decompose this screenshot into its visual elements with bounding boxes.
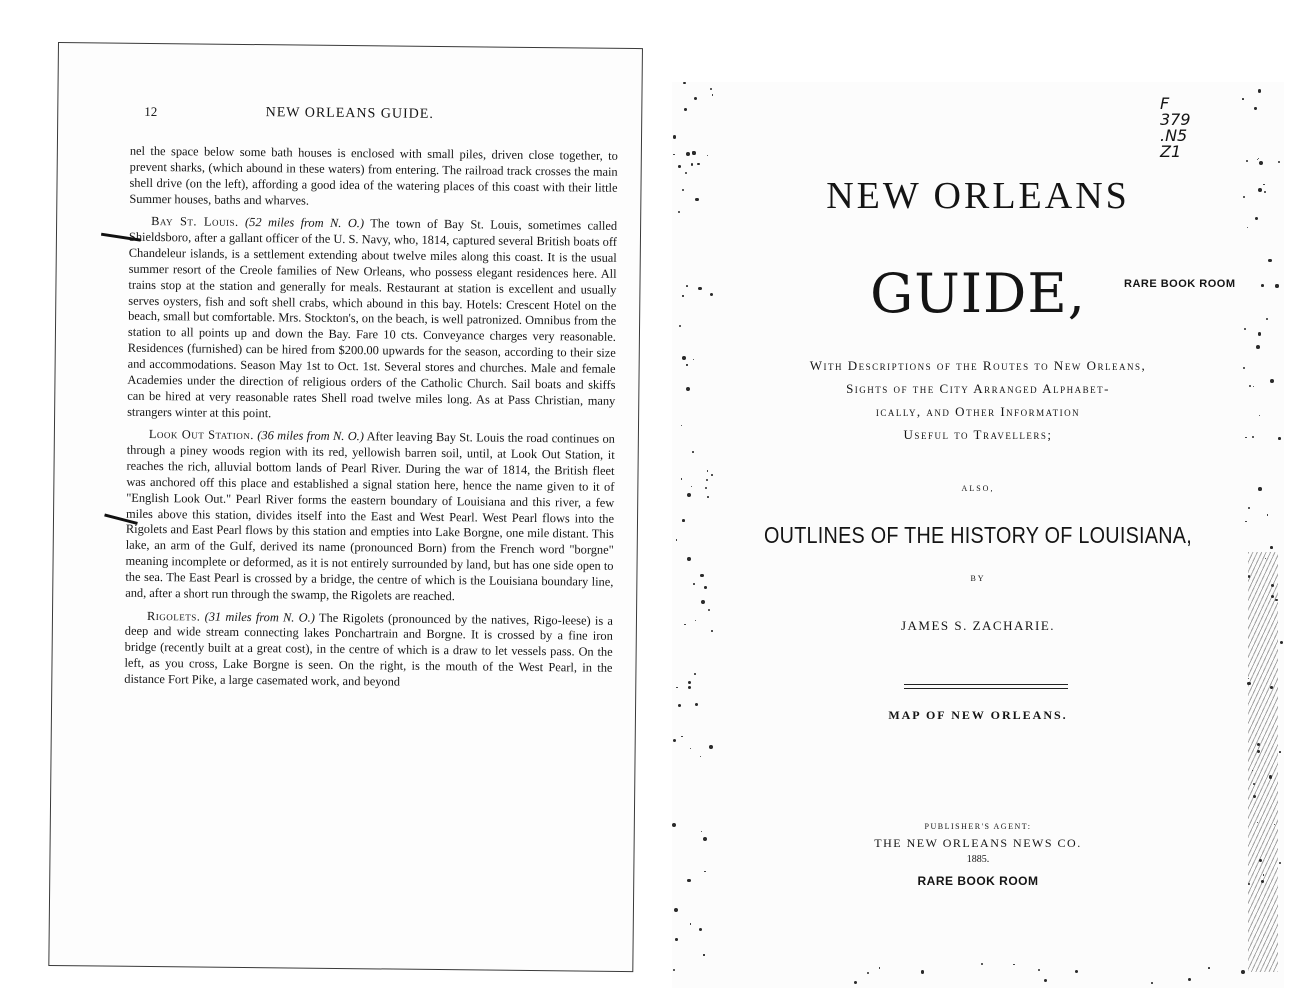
- speckle: [695, 198, 698, 201]
- speckle: [682, 519, 685, 522]
- description-line: Useful to Travellers;: [903, 427, 1053, 442]
- page-edge-texture: [1248, 552, 1278, 972]
- speckle: [1247, 682, 1250, 685]
- speckle: [688, 686, 691, 689]
- speckle: [879, 967, 881, 969]
- speckle: [1269, 775, 1273, 779]
- speckle: [690, 748, 691, 749]
- speckle: [1279, 751, 1281, 753]
- speckle: [673, 154, 674, 155]
- section-heading: Rigolets.: [146, 608, 201, 624]
- speckle: [1270, 379, 1274, 383]
- paragraph-bay-st-louis: [127, 214, 617, 425]
- speckle: [678, 704, 681, 707]
- speckle: [1279, 862, 1281, 864]
- speckle: [854, 981, 857, 984]
- speckle: [704, 586, 707, 589]
- speckle: [684, 624, 685, 625]
- speckle: [686, 152, 690, 156]
- title-line-2: GUIDE,: [870, 262, 1086, 325]
- speckle: [712, 94, 713, 95]
- speckle: [708, 609, 710, 611]
- description-line: With Descriptions of the Routes to New Orleans,: [809, 358, 1147, 373]
- speckle: [707, 470, 708, 471]
- speckle: [683, 82, 685, 84]
- speckle: [684, 108, 687, 111]
- speckle: [1280, 641, 1283, 644]
- speckle: [1257, 743, 1260, 746]
- description-line: ically, and Other Information: [875, 404, 1081, 419]
- speckle: [1257, 750, 1260, 753]
- author-name: JAMES S. ZACHARIE.: [900, 618, 1056, 633]
- paragraph-text: The Rigolets (pronounced by the natives, Rigo-leese) is a deep and wide stream connecting lakes Ponchartrain and Borgne. It is crossed by a fine iron bridge (recently built at a great cost), in the centre of which is a draw to let vessels pass. On the left, as you cross, Lake Borgne is seen. On the right, is the mouth of the West Pearl, in the distance Fort Pike, a large casemated work, and beyond: [124, 610, 614, 689]
- speckle: [1038, 969, 1040, 971]
- speckle: [672, 823, 676, 827]
- title-page: [672, 82, 1284, 988]
- speckle: [1270, 546, 1273, 549]
- speckle: [697, 163, 699, 165]
- body-text: [124, 144, 618, 700]
- speckle: [693, 583, 695, 585]
- speckle: [1248, 507, 1250, 509]
- speckle: [1261, 284, 1264, 287]
- speckle: [1188, 978, 1191, 981]
- speckle: [1075, 970, 1078, 973]
- outlines-heading: OUTLINES OF THE HISTORY OF LOUISIANA,: [764, 522, 1192, 548]
- speckle: [1264, 191, 1266, 193]
- speckle: [703, 954, 704, 955]
- speckle: [1258, 188, 1262, 192]
- speckle: [711, 474, 713, 476]
- speckle: [981, 963, 983, 965]
- speckle: [1013, 964, 1014, 965]
- speckle: [703, 837, 707, 841]
- paragraph-text: After leaving Bay St. Louis the road continues on through a piney woods region with its red, yellowish barren soil, until, at Look Out Station, it reaches the rich, alluvial bottom lands of Pearl River. During the war of 1814, the British fleet was anchored off this place and established a signal station here, hence the name given to it of "English Look Out." Pearl River forms the eastern boundary of Louisiana and this river, a few miles above this station, divides itself into the East and West Pearl. West Pearl flows into the Rigolets and East Pearl flows by this station and empties into Lake Borgne, one mile distant. This lake, an arm of the Gulf, derived its name (pronounced Born) from the French word "borgne" meaning incomplete or deformed, as it is not entirely surrounded by land, but has one side open to the sea. The East Pearl is crossed by a bridge, the centre of which is the Louisiana boundary line, and, after a short run through the swamp, the Rigolets are reached.: [125, 429, 615, 603]
- divider-rule-2: [904, 688, 1068, 690]
- distance-note: (31 miles from N. O.): [204, 609, 315, 625]
- paragraph-text: The town of Bay St. Louis, sometimes called Shieldsboro, after a gallant officer of the U. S. Navy, who, 1814, captured several British boats off Chandeleur islands, is a settlement extending about twelve miles along this coast. It is the usual summer resort of the Creole families of New Orleans, who possess elegant residences here. All trains stop at the station and generally for meals. Restaurant at station is excellent and usually serves oysters, fish and soft shell crabs, which abound in this bay. Hotels: Crescent Hotel on the beach, small but comfortable. Mrs. Stockton's, on the beach, is well patronized. Omnibus from the station to all points up and down the Bay. Fare 10 cts. Conveyance charges very reasonable. Residences (furnished) can be hired from $200.00 upwards for the season, according to their size and accommodations. Season May 1st to Oct. 1st. Several stores and churches. Male and female Academies under the direction of religious orders of the Catholic Church. Sail boats and skiffs can be hired at very reasonable rates Shell road twelve miles long. As at Pass Christian, many strangers winter at this point.: [127, 216, 618, 420]
- speckle: [682, 295, 683, 296]
- speckle: [673, 135, 676, 138]
- speckle: [700, 574, 703, 577]
- speckle: [699, 928, 703, 932]
- speckle: [1241, 970, 1245, 974]
- speckle: [1247, 227, 1248, 228]
- speckle: [687, 879, 690, 882]
- divider-rule-1: [904, 684, 1068, 686]
- speckle: [1258, 487, 1262, 491]
- rare-book-stamp-bottom: RARE BOOK ROOM: [917, 874, 1039, 888]
- speckle: [675, 938, 678, 941]
- title-line-1: NEW ORLEANS: [826, 175, 1130, 217]
- speckle: [674, 908, 678, 912]
- speckle: [1255, 217, 1258, 220]
- rare-book-stamp-top: RARE BOOK ROOM: [1124, 278, 1236, 290]
- speckle: [1259, 859, 1262, 862]
- speckle: [698, 287, 701, 290]
- speckle: [678, 165, 681, 168]
- speckle: [710, 88, 712, 90]
- speckle: [1257, 159, 1258, 160]
- section-heading: Look Out Station.: [148, 427, 254, 443]
- speckle: [673, 969, 675, 971]
- speckle: [687, 493, 691, 497]
- speckle: [704, 871, 706, 873]
- publisher-name: THE NEW ORLEANS NEWS CO.: [874, 836, 1082, 850]
- speckle: [711, 630, 713, 632]
- page-number: 12: [144, 103, 158, 120]
- speckle: [695, 703, 698, 706]
- speckle: [700, 756, 701, 757]
- call-number-handwritten: F 379 .N5 Z1: [1160, 94, 1191, 161]
- speckle: [686, 364, 687, 365]
- speckle: [1244, 328, 1246, 330]
- speckle: [1242, 98, 1244, 100]
- speckle: [1151, 982, 1153, 984]
- speckle: [673, 739, 677, 743]
- paragraph-look-out-station: [125, 427, 615, 606]
- speckle: [1245, 521, 1247, 523]
- speckle: [681, 736, 682, 737]
- left-page: [48, 42, 643, 972]
- speckle: [682, 356, 686, 360]
- speckle: [701, 831, 702, 832]
- speckle: [706, 479, 708, 481]
- speckle: [694, 673, 696, 675]
- subtitle-description: [672, 354, 1284, 446]
- description-line: Sights of the City Arranged Alphabet-: [846, 381, 1110, 396]
- speckle: [676, 687, 678, 689]
- speckle: [707, 496, 709, 498]
- speckle: [707, 155, 708, 156]
- speckle: [1208, 967, 1210, 969]
- speckle: [681, 478, 682, 479]
- speckle: [676, 539, 678, 541]
- speckle: [691, 163, 693, 165]
- speckle: [692, 451, 694, 453]
- speckle: [690, 923, 692, 925]
- speckle: [695, 620, 696, 621]
- speckle: [1258, 89, 1261, 92]
- paragraph-continuation: [129, 144, 618, 212]
- speckle: [1275, 284, 1278, 287]
- speckle: [709, 745, 713, 749]
- distance-note: (52 miles from N. O.): [245, 215, 365, 231]
- speckle: [1254, 107, 1256, 109]
- running-head: NEW ORLEANS GUIDE.: [265, 105, 434, 122]
- by-label: BY: [970, 574, 986, 583]
- speckle: [687, 557, 691, 561]
- speckle: [694, 97, 697, 100]
- also-label: ALSO,: [961, 484, 995, 493]
- speckle: [1267, 514, 1268, 515]
- paragraph-rigolets: [124, 608, 613, 692]
- speckle: [686, 285, 688, 287]
- speckle: [1278, 161, 1280, 163]
- speckle: [1256, 345, 1260, 349]
- speckle: [688, 681, 691, 684]
- speckle: [679, 325, 681, 327]
- speckle: [867, 972, 869, 974]
- speckle: [1246, 160, 1248, 162]
- speckle: [1258, 332, 1261, 335]
- publisher-label: PUBLISHER'S AGENT:: [924, 822, 1032, 831]
- paragraph-text: nel the space below some bath houses is enclosed with small piles, driven close together, to prevent sharks, (which abound in these waters) from entering. The railroad track crosses the main shell drive (on the left), affording a good idea of the watering places of this coast with their little Summer houses, baths and wharves.: [129, 143, 618, 208]
- publication-year: 1885.: [966, 854, 990, 865]
- section-heading: Bay St. Louis.: [151, 214, 239, 230]
- speckle: [921, 970, 924, 973]
- speckle: [1261, 880, 1264, 883]
- speckle: [1278, 437, 1281, 440]
- speckle: [1259, 161, 1263, 165]
- map-note: MAP OF NEW ORLEANS.: [888, 708, 1068, 722]
- speckle: [701, 600, 705, 604]
- speckle: [1243, 367, 1245, 369]
- distance-note: (36 miles from N. O.): [257, 428, 365, 444]
- speckle: [1044, 979, 1047, 982]
